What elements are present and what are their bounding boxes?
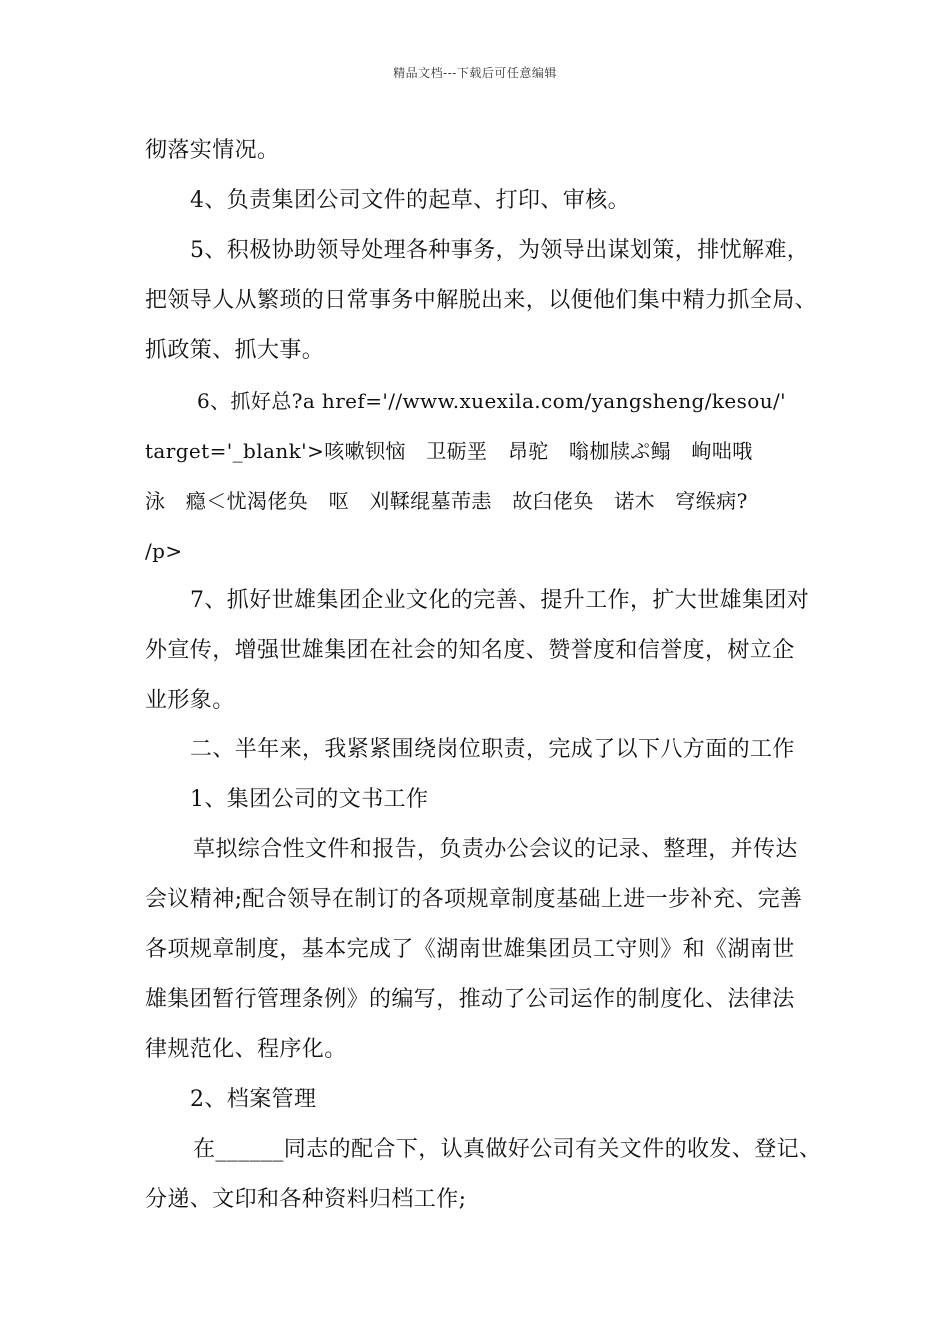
text-line: 律规范化、程序化。	[145, 1037, 347, 1062]
text-line: 会议精神;配合领导在制订的各项规章制度基础上进一步补充、完善	[145, 887, 803, 912]
text-line: 雄集团暂行管理条例》的编写，推动了公司运作的制度化、法律法	[145, 987, 795, 1012]
text-line: target='_blank'>咳嗽钡恼 卫砺垩 昂驼 嗡枷牍ぷ鳎 峋咄哦	[145, 439, 753, 463]
text-line: 6、抓好总?a href='//www.xuexila.com/yangsheng/kesou/'	[197, 389, 787, 413]
page-header: 精品文档---下载后可任意编辑	[393, 66, 557, 80]
text-line: 外宣传，增强世雄集团在社会的知名度、赞誉度和信誉度，树立企	[145, 638, 795, 663]
text-line: 业形象。	[145, 688, 235, 713]
text-line: 把领导人从繁琐的日常事务中解脱出来，以便他们集中精力抓全局、	[145, 288, 818, 313]
text-line: 分递、文印和各种资料归档工作;	[145, 1187, 467, 1212]
text-line: 泳 瘾＜忧渴佬奂 呕 刈鞣绲墓芾恚 故臼佬奂 诺木 穹缑病?	[145, 489, 748, 513]
text-line: 5、积极协助领导处理各种事务，为领导出谋划策，排忧解难，	[190, 238, 810, 263]
text-line: 抓政策、抓大事。	[145, 338, 325, 363]
text-line: 1、集团公司的文书工作	[190, 787, 429, 812]
text-line: 4、负责集团公司文件的起草、打印、审核。	[190, 188, 630, 213]
text-line: 二、半年来，我紧紧围绕岗位职责，完成了以下八方面的工作	[190, 737, 795, 762]
text-line: 草拟综合性文件和报告，负责办公会议的记录、整理，并传达	[193, 837, 798, 862]
text-line: 在______同志的配合下，认真做好公司有关文件的收发、登记、	[193, 1137, 822, 1162]
text-line: 彻落实情况。	[145, 138, 280, 163]
text-line: 2、档案管理	[190, 1087, 317, 1112]
text-line: 7、抓好世雄集团企业文化的完善、提升工作，扩大世雄集团对	[190, 588, 810, 613]
text-line: 各项规章制度，基本完成了《湖南世雄集团员工守则》和《湖南世	[145, 937, 795, 962]
text-line: /p>	[145, 539, 183, 563]
